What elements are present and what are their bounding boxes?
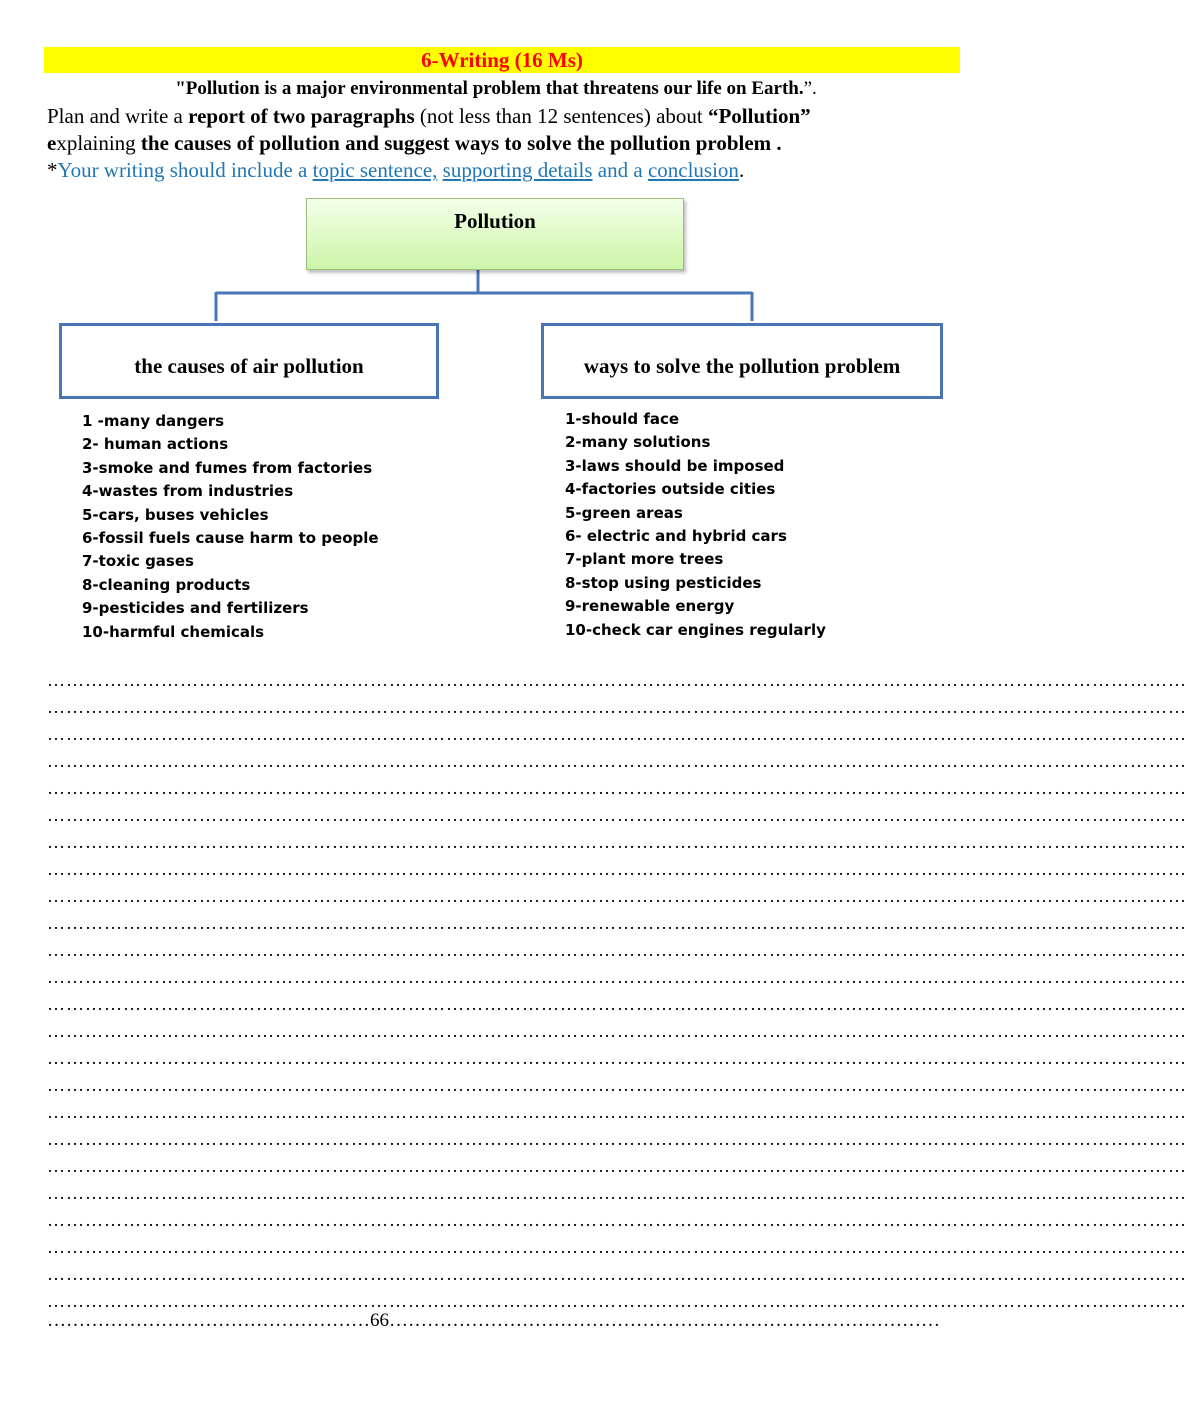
- list-item: 3-laws should be imposed: [565, 456, 785, 475]
- instruction-line-3: *Your writing should include a topic sentence, supporting details and a conclusion.: [47, 158, 745, 182]
- writing-line[interactable]: ………………………………………………………………………………………………………………………………………………………………: [47, 967, 1187, 987]
- list-item: 1-should face: [565, 410, 680, 428]
- writing-line[interactable]: ………………………………………………………………………………………………………………………………………………………………: [47, 1291, 1187, 1311]
- writing-line[interactable]: ………………………………………………………………………………………………………………………………………………………………: [47, 859, 1187, 879]
- diagram-connector: [0, 0, 992, 330]
- list-item: 3-smoke and fumes from factories: [82, 458, 373, 477]
- list-item: 8-cleaning products: [82, 575, 251, 594]
- writing-line[interactable]: ………………………………………………………………………………………………………………………………………………………………: [47, 832, 1187, 852]
- writing-line[interactable]: ………………………………………………………………………………………………………………………………………………………………: [47, 697, 1187, 717]
- solutions-list: [565, 408, 826, 642]
- instruction-line-2: explaining the causes of pollution and suggest ways to solve the pollution problem .: [47, 131, 782, 155]
- list-item: 2-many solutions: [565, 433, 711, 452]
- list-item: 10-check car engines regularly: [565, 620, 826, 639]
- list-item: 4-wastes from industries: [82, 482, 294, 501]
- writing-line[interactable]: ………………………………………………………………………………………………………………………………………………………………: [47, 1210, 1187, 1230]
- writing-line[interactable]: ………………………………………………………………………………………………………………………………………………………………: [47, 1183, 1187, 1203]
- list-item: 9-renewable energy: [565, 597, 735, 616]
- causes-list: [82, 410, 379, 644]
- list-item: 5-green areas: [565, 503, 683, 522]
- page-number-line: ……………………………………………66……………………………………………………………………………: [47, 1310, 940, 1331]
- list-item: 8-stop using pesticides: [565, 573, 762, 592]
- writing-line[interactable]: ………………………………………………………………………………………………………………………………………………………………: [47, 724, 1187, 744]
- writing-line[interactable]: ………………………………………………………………………………………………………………………………………………………………: [47, 994, 1187, 1014]
- writing-line[interactable]: ………………………………………………………………………………………………………………………………………………………………: [47, 1156, 1187, 1176]
- writing-line[interactable]: ………………………………………………………………………………………………………………………………………………………………: [47, 886, 1187, 906]
- writing-line[interactable]: ………………………………………………………………………………………………………………………………………………………………: [47, 1264, 1187, 1284]
- list-item: 2- human actions: [82, 435, 229, 454]
- writing-line[interactable]: ………………………………………………………………………………………………………………………………………………………………: [47, 751, 1187, 771]
- section-title-banner: 6-Writing (16 Ms): [44, 47, 960, 73]
- writing-line[interactable]: ………………………………………………………………………………………………………………………………………………………………: [47, 670, 1187, 690]
- writing-line[interactable]: ………………………………………………………………………………………………………………………………………………………………: [47, 778, 1187, 798]
- writing-line[interactable]: ………………………………………………………………………………………………………………………………………………………………: [47, 913, 1187, 933]
- writing-line[interactable]: ………………………………………………………………………………………………………………………………………………………………: [47, 940, 1187, 960]
- instruction-line-1: Plan and write a report of two paragraphs (not less than 12 sentences) about “Pollution”: [47, 104, 811, 128]
- writing-line[interactable]: ………………………………………………………………………………………………………………………………………………………………: [47, 1129, 1187, 1149]
- list-item: 7-plant more trees: [565, 550, 724, 569]
- writing-line[interactable]: ………………………………………………………………………………………………………………………………………………………………: [47, 1075, 1187, 1095]
- writing-line[interactable]: ………………………………………………………………………………………………………………………………………………………………: [47, 1102, 1187, 1122]
- conclusion-link[interactable]: conclusion: [647, 158, 739, 182]
- list-item: 7-toxic gases: [82, 552, 194, 571]
- list-item: 4-factories outside cities: [565, 480, 776, 499]
- writing-line[interactable]: ………………………………………………………………………………………………………………………………………………………………: [47, 805, 1187, 825]
- topic-sentence-link[interactable]: topic sentence,: [312, 158, 438, 182]
- writing-line[interactable]: ………………………………………………………………………………………………………………………………………………………………: [47, 1048, 1187, 1068]
- list-item: 5-cars, buses vehicles: [82, 505, 269, 524]
- solutions-box: ways to solve the pollution problem: [541, 323, 943, 399]
- list-item: 6- electric and hybrid cars: [565, 526, 787, 545]
- causes-box: the causes of air pollution: [59, 323, 439, 399]
- list-item: 9-pesticides and fertilizers: [82, 599, 309, 618]
- page-number: 66: [370, 1310, 389, 1331]
- list-item: 6-fossil fuels cause harm to people: [82, 528, 379, 547]
- writing-line[interactable]: ………………………………………………………………………………………………………………………………………………………………: [47, 1021, 1187, 1041]
- diagram-root-box: Pollution: [306, 198, 684, 270]
- supporting-details-link[interactable]: supporting details: [442, 158, 593, 182]
- list-item: 1 -many dangers: [82, 412, 225, 430]
- prompt-quote: "Pollution is a major environmental problem that threatens our life on Earth.”.: [175, 78, 817, 99]
- list-item: 10-harmful chemicals: [82, 622, 265, 641]
- writing-line[interactable]: ………………………………………………………………………………………………………………………………………………………………: [47, 1237, 1187, 1257]
